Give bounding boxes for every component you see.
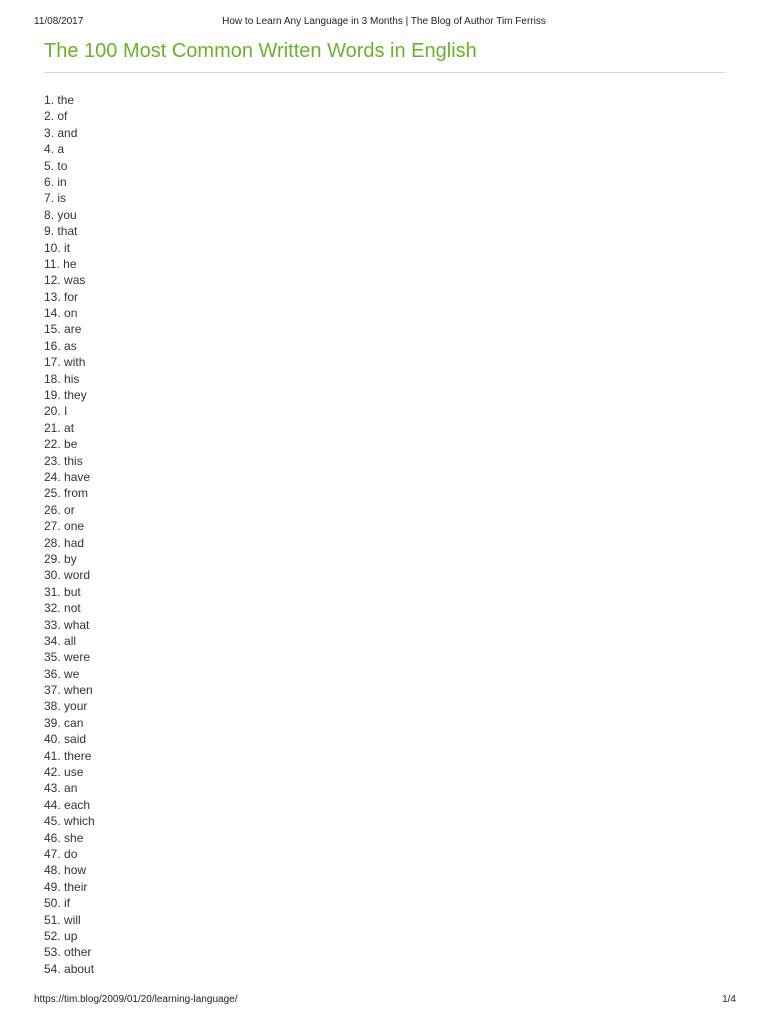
article-title: The 100 Most Common Written Words in English xyxy=(44,40,477,62)
list-item-word: up xyxy=(64,928,78,943)
list-item-word: use xyxy=(64,765,84,780)
list-item-word: were xyxy=(64,650,91,665)
list-item-number: 52 . xyxy=(44,929,64,943)
list-item-number: 41 . xyxy=(44,749,64,763)
list-item-number: 16 . xyxy=(44,339,64,353)
list-item-word: from xyxy=(64,486,89,501)
list-item-number: 19 . xyxy=(44,388,64,402)
list-item xyxy=(44,141,95,157)
list-item xyxy=(44,518,95,534)
list-item xyxy=(44,600,95,616)
list-item xyxy=(44,715,95,731)
list-item-number: 8 . xyxy=(44,208,57,222)
list-item xyxy=(44,813,95,829)
list-item-word: he xyxy=(63,256,77,271)
list-item-number: 53 . xyxy=(44,945,64,959)
list-item-word: with xyxy=(64,355,86,370)
list-item-number: 23 . xyxy=(44,454,64,468)
list-item xyxy=(44,780,95,796)
list-item-number: 4 . xyxy=(44,142,57,156)
list-item-word: to xyxy=(57,158,68,173)
list-item xyxy=(44,928,95,944)
list-item-number: 31 . xyxy=(44,585,64,599)
list-item-number: 11 . xyxy=(44,257,63,271)
word-list xyxy=(44,92,95,977)
list-item-word: if xyxy=(64,896,71,911)
list-item-word: be xyxy=(64,437,78,452)
list-item-word: of xyxy=(57,109,68,124)
list-item-word: word xyxy=(64,568,91,583)
list-item-number: 51 . xyxy=(44,913,64,927)
page-number: 1/4 xyxy=(722,994,736,1005)
list-item xyxy=(44,321,95,337)
list-item-word: other xyxy=(64,945,92,960)
list-item xyxy=(44,862,95,878)
list-item-number: 38 . xyxy=(44,699,64,713)
list-item-number: 15 . xyxy=(44,322,64,336)
list-item-word: it xyxy=(64,240,71,255)
list-item-number: 27 . xyxy=(44,519,64,533)
list-item-word: had xyxy=(64,535,85,550)
list-item xyxy=(44,731,95,747)
list-item-word: by xyxy=(64,551,77,566)
list-item xyxy=(44,387,95,403)
list-item-word: are xyxy=(64,322,82,337)
list-item xyxy=(44,272,95,288)
list-item-word: as xyxy=(64,338,77,353)
list-item-word: do xyxy=(64,846,78,861)
title-divider xyxy=(44,72,725,73)
list-item-number: 25 . xyxy=(44,486,64,500)
list-item-number: 42 . xyxy=(44,765,64,779)
list-item xyxy=(44,895,95,911)
list-item xyxy=(44,420,95,436)
list-item-number: 5 . xyxy=(44,159,57,173)
list-item-word: all xyxy=(64,633,77,648)
list-item-number: 6 . xyxy=(44,175,57,189)
list-item-number: 46 . xyxy=(44,831,64,845)
list-item xyxy=(44,879,95,895)
print-date: 11/08/2017 xyxy=(34,16,84,27)
list-item-number: 36 . xyxy=(44,667,64,681)
list-item-number: 28 . xyxy=(44,536,64,550)
list-item-number: 35 . xyxy=(44,650,64,664)
list-item-word: your xyxy=(64,699,88,714)
list-item xyxy=(44,240,95,256)
list-item-number: 40 . xyxy=(44,732,64,746)
list-item-word: you xyxy=(57,207,77,222)
list-item-word: what xyxy=(64,617,90,632)
list-item xyxy=(44,223,95,239)
list-item xyxy=(44,305,95,321)
list-item xyxy=(44,567,95,583)
list-item-number: 49 . xyxy=(44,880,64,894)
list-item-word: will xyxy=(64,912,81,927)
list-item-number: 34 . xyxy=(44,634,64,648)
list-item-number: 3 . xyxy=(44,126,57,140)
list-item-word: or xyxy=(64,502,75,517)
list-item xyxy=(44,830,95,846)
list-item-word: said xyxy=(64,732,87,747)
list-item xyxy=(44,961,95,977)
document-title: How to Learn Any Language in 3 Months | The Blog of Author Tim Ferriss xyxy=(222,16,546,27)
list-item xyxy=(44,125,95,141)
list-item-number: 24 . xyxy=(44,470,64,484)
list-item-number: 13 . xyxy=(44,290,64,304)
list-item-word: how xyxy=(64,863,87,878)
list-item-number: 33 . xyxy=(44,618,64,632)
list-item xyxy=(44,436,95,452)
list-item-word: but xyxy=(64,584,81,599)
list-item-number: 48 . xyxy=(44,863,64,877)
list-item xyxy=(44,764,95,780)
list-item-number: 39 . xyxy=(44,716,64,730)
list-item xyxy=(44,158,95,174)
list-item-word: this xyxy=(64,453,83,468)
list-item xyxy=(44,633,95,649)
list-item-number: 54 . xyxy=(44,962,64,976)
list-item-number: 18 . xyxy=(44,372,64,386)
list-item-number: 9 . xyxy=(44,224,57,238)
list-item-word: a xyxy=(57,142,65,157)
list-item-word: and xyxy=(57,125,78,140)
list-item xyxy=(44,338,95,354)
list-item-number: 20 . xyxy=(44,404,64,418)
list-item xyxy=(44,944,95,960)
list-item-word: is xyxy=(57,191,67,206)
list-item-word: not xyxy=(64,601,81,616)
print-header xyxy=(0,16,768,30)
list-item xyxy=(44,666,95,682)
list-item-word: for xyxy=(64,289,79,304)
list-item-number: 47 . xyxy=(44,847,64,861)
list-item-word: we xyxy=(64,666,80,681)
page-url: https://tim.blog/2009/01/20/learning-language/ xyxy=(34,994,238,1005)
list-item-number: 45 . xyxy=(44,814,64,828)
list-item-number: 30 . xyxy=(44,568,64,582)
list-item xyxy=(44,535,95,551)
list-item-word: they xyxy=(64,388,87,403)
list-item-number: 50 . xyxy=(44,896,64,910)
list-item-number: 1 . xyxy=(44,93,57,107)
list-item xyxy=(44,584,95,600)
list-item xyxy=(44,698,95,714)
list-item xyxy=(44,912,95,928)
list-item-number: 14 . xyxy=(44,306,64,320)
list-item xyxy=(44,371,95,387)
list-item-number: 17 . xyxy=(44,355,64,369)
list-item xyxy=(44,403,95,419)
list-item xyxy=(44,174,95,190)
list-item xyxy=(44,485,95,501)
list-item xyxy=(44,469,95,485)
list-item-word: his xyxy=(64,371,80,386)
list-item-number: 26 . xyxy=(44,503,64,517)
list-item xyxy=(44,649,95,665)
list-item xyxy=(44,797,95,813)
list-item xyxy=(44,92,95,108)
list-item-number: 2 . xyxy=(44,109,57,123)
list-item-word: when xyxy=(64,683,93,698)
list-item-word: each xyxy=(64,797,91,812)
list-item-number: 10 . xyxy=(44,241,64,255)
list-item-word: at xyxy=(64,420,75,435)
print-footer xyxy=(0,994,768,1008)
list-item xyxy=(44,551,95,567)
list-item-word: can xyxy=(64,715,84,730)
list-item xyxy=(44,846,95,862)
list-item xyxy=(44,502,95,518)
list-item-word: was xyxy=(64,273,86,288)
list-item-word: one xyxy=(64,519,85,534)
list-item-word: in xyxy=(57,174,67,189)
list-item xyxy=(44,190,95,206)
list-item xyxy=(44,354,95,370)
list-item-word: on xyxy=(64,306,78,321)
list-item-number: 37 . xyxy=(44,683,64,697)
list-item xyxy=(44,682,95,698)
list-item-number: 12 . xyxy=(44,273,64,287)
list-item xyxy=(44,207,95,223)
list-item xyxy=(44,617,95,633)
list-item xyxy=(44,108,95,124)
list-item-number: 21 . xyxy=(44,421,64,435)
list-item xyxy=(44,748,95,764)
list-item-word: she xyxy=(64,830,84,845)
list-item-number: 43 . xyxy=(44,781,64,795)
list-item-number: 22 . xyxy=(44,437,64,451)
list-item-number: 44 . xyxy=(44,798,64,812)
list-item-number: 32 . xyxy=(44,601,64,615)
list-item xyxy=(44,256,95,272)
list-item-word: the xyxy=(57,93,75,107)
list-item-word: have xyxy=(64,469,91,484)
list-item-word: there xyxy=(64,748,92,763)
list-item-word: which xyxy=(64,814,95,829)
list-item-number: 7 . xyxy=(44,191,57,205)
list-item-word: that xyxy=(57,224,78,239)
list-item-number: 29 . xyxy=(44,552,64,566)
list-item xyxy=(44,289,95,305)
list-item xyxy=(44,453,95,469)
list-item-word: I xyxy=(64,404,68,419)
list-item-word: their xyxy=(64,879,88,894)
list-item-word: an xyxy=(64,781,78,796)
list-item-word: about xyxy=(64,961,95,976)
